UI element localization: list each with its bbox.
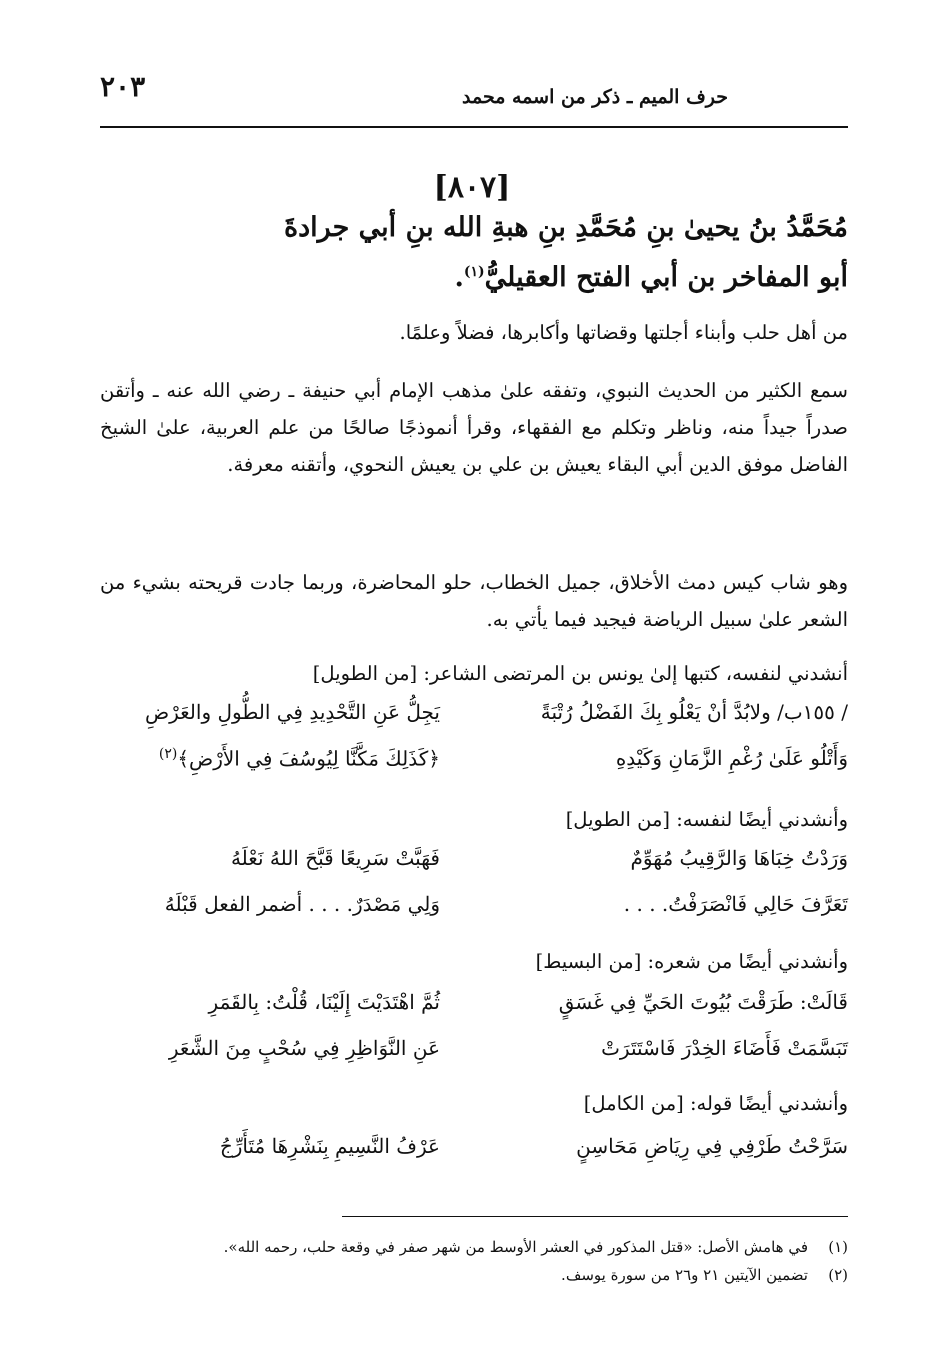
verse-first-hemistich: / ١٥٥ب/ ولابُدَّ أنْ يَعْلُو بِكَ الفَضْلُ رُتْبَةً xyxy=(540,700,848,724)
poem-intro-3: وأنشدني أيضًا من شعره: [من البسيط] xyxy=(535,950,848,973)
page-header xyxy=(100,70,848,128)
footnote xyxy=(100,1266,848,1284)
poem-intro-4: وأنشدني أيضًا قوله: [من الكامل] xyxy=(583,1092,848,1115)
verse-row xyxy=(100,1134,848,1174)
verse-second-hemistich: يَجِلُّ عَنِ التَّحْدِيدِ فِي الطُّولِ والعَرْضِ xyxy=(144,700,440,724)
entry-name-line1: مُحَمَّدُ بنُ يحيىٰ بنِ مُحَمَّدِ بنِ هبةِ الله بنِ أبي جرادةَ xyxy=(284,212,848,243)
verse-second-hemistich: ثُمَّ اهْتَدَيْتَ إِلَيْنَا، قُلْتُ: بِالقَمَرِ xyxy=(208,990,440,1014)
verse-second-hemistich: عَرْفُ النَّسِيمِ بِنَشْرِهَا مُتَأَرِّجُ xyxy=(219,1134,440,1158)
paragraph-studies: سمع الكثير من الحديث النبوي، وتفقه علىٰ مذهب الإمام أبي حنيفة ـ رضي الله عنه ـ وأتقن صدراً جيداً منه، وناظر وتكلم مع الفقهاء، وقرأ أنموذجًا صالحًا من علم العربية، علىٰ الشيخ الفاضل موفق الدين أبي البقاء يعيش بن علي بن يعيش النحوي، وأتقنه معرفة. xyxy=(100,379,848,476)
poem-intro-1: أنشدني لنفسه، كتبها إلىٰ يونس بن المرتضى الشاعر: [من الطويل] xyxy=(312,662,848,685)
verse-first-hemistich: وَرَدْتُ خِبَاهَا وَالرَّقِيبُ مُهَوِّمٌ xyxy=(630,846,848,870)
verse-first-hemistich: وَأَتْلُو عَلَىٰ رُغْمِ الزَّمَانِ وَكَيْدِهِ xyxy=(615,746,848,770)
verse-row xyxy=(100,700,848,740)
footnote-mark: (١) xyxy=(828,1238,848,1256)
verse-row xyxy=(100,990,848,1030)
verse-row xyxy=(100,1036,848,1076)
verse-row xyxy=(100,846,848,886)
verse-first-hemistich: تَعَرَّفَ حَالِي فَانْصَرَفْتُ. . . . xyxy=(623,892,848,916)
footnote-text: في هامش الأصل: «قتل المذكور في العشر الأوسط من شهر صفر في وقعة حلب، رحمه الله». xyxy=(223,1238,808,1256)
running-title: حرف الميم ـ ذكر من اسمه محمد xyxy=(461,86,728,108)
footnote-ref-1: (١) xyxy=(463,264,485,280)
entry-name-text: أبو المفاخر بن أبي الفتح العقيليُّ xyxy=(484,262,848,293)
verse-first-hemistich: قَالَتْ: طَرَقْتَ بُيُوتَ الحَيِّ فِي غَسَقٍ xyxy=(558,990,848,1014)
verse-first-hemistich: سَرَّحْتُ طَرْفِي فِي رِيَاضِ مَحَاسِنٍ xyxy=(576,1134,848,1158)
footnote-divider xyxy=(342,1216,848,1217)
verse-second-hemistich: فَهَبَّتْ سَرِيعًا قَبَّحَ اللهُ نَعْلَهُ xyxy=(230,846,440,870)
entry-name-period: . xyxy=(454,262,464,293)
verse-second-hemistich: عَنِ النَّوَاظِرِ فِي سُحْبٍ مِنَ الشَّعَرِ xyxy=(168,1036,440,1060)
footnote-ref-2: (٢) xyxy=(158,746,178,762)
page-number: ٢٠٣ xyxy=(100,70,146,103)
verse-second-hemistich xyxy=(100,746,440,771)
paragraph-character: وهو شاب كيس دمث الأخلاق، جميل الخطاب، حلو المحاضرة، وربما جادت قريحته بشيء من الشعر علىٰ سبيل الرياضة فيجيد فيما يأتي به. xyxy=(100,571,848,631)
footnote-mark: (٢) xyxy=(828,1266,848,1284)
verse-row xyxy=(100,746,848,786)
paragraph-origin: من أهل حلب وأبناء أجلتها وقضاتها وأكابرها، فضلاً وعلمًا. xyxy=(399,321,848,344)
verse-first-hemistich: تَبَسَّمَتْ فَأَضَاءَ الخِدْرَ فَاسْتَتَرَتْ xyxy=(601,1036,848,1060)
entry-name-line2 xyxy=(100,262,848,293)
entry-number: [٨٠٧] xyxy=(433,170,511,205)
verse-second-hemistich: وَلِي مَصْدَرٌ. . . . أضمر الفعل قَبْلَهُ xyxy=(164,892,440,916)
footnote-text: تضمين الآيتين ٢١ و٢٦ من سورة يوسف. xyxy=(561,1266,808,1284)
quran-quote: ﴿كَذَلِكَ مَكَّنَّا لِيُوسُفَ فِي الأَرْضِ﴾ xyxy=(177,746,440,771)
poem-intro-2: وأنشدني أيضًا لنفسه: [من الطويل] xyxy=(565,808,848,831)
verse-row xyxy=(100,892,848,932)
footnote xyxy=(100,1238,848,1256)
